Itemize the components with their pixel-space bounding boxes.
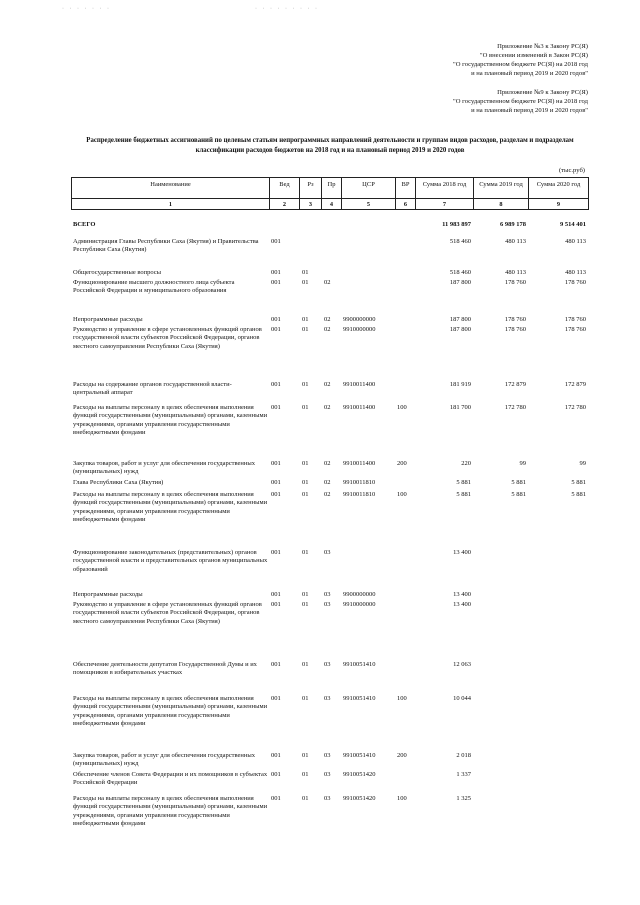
cell-ved: 001 bbox=[271, 661, 281, 668]
cell-ved: 001 bbox=[271, 591, 281, 598]
cell-name: Расходы на выплаты персоналу в целях обеспечения выполнения функций государственными (муниципальными) органами, казенными учреждениями, органами управления государственными внебюджетными фондами bbox=[73, 491, 268, 523]
cell-ved: 001 bbox=[271, 316, 281, 323]
cell-s19: 480 113 bbox=[505, 269, 526, 276]
column-number: 9 bbox=[529, 199, 589, 210]
cell-ved: 001 bbox=[271, 479, 281, 486]
cell-s19: 178 760 bbox=[504, 326, 526, 333]
header-line: и на плановый период 2019 и 2020 годов" bbox=[471, 107, 588, 114]
header-line: "О государственном бюджете РС(Я) на 2018 год bbox=[453, 98, 588, 105]
cell-csr: 9900000000 bbox=[343, 316, 376, 323]
cell-csr: 9910011810 bbox=[343, 479, 376, 486]
cell-s20: 172 780 bbox=[564, 404, 586, 411]
column-number: 6 bbox=[396, 199, 416, 210]
column-header-ved: Вед bbox=[270, 178, 300, 199]
cell-s20: 178 760 bbox=[564, 316, 586, 323]
cell-s20: 178 760 bbox=[564, 279, 586, 286]
cell-csr: 9910000000 bbox=[343, 601, 376, 608]
cell-s18: 187 800 bbox=[449, 326, 471, 333]
cell-rz: 01 bbox=[302, 549, 309, 556]
cell-pr: 02 bbox=[324, 381, 331, 388]
cell-s18: 5 881 bbox=[456, 479, 471, 486]
cell-rz: 01 bbox=[302, 460, 309, 467]
column-header-csr: ЦСР bbox=[342, 178, 396, 199]
cell-ved: 001 bbox=[271, 404, 281, 411]
cell-name: Расходы на выплаты персоналу в целях обеспечения выполнения функций государственными (муниципальными) органами, казенными учреждениями, органами управления государственными внебюджетными фондами bbox=[73, 795, 268, 827]
cell-vr: 100 bbox=[397, 491, 407, 498]
cell-rz: 01 bbox=[302, 381, 309, 388]
cell-s18: 12 063 bbox=[453, 661, 471, 668]
cell-csr: 9900000000 bbox=[343, 591, 376, 598]
cell-name: Непрограммные расходы bbox=[73, 316, 143, 323]
cell-s19: 99 bbox=[519, 460, 526, 467]
appendix-9-header bbox=[453, 88, 588, 115]
cell-s18: 13 400 bbox=[453, 591, 471, 598]
scan-artifact: · · · · · · · · · bbox=[255, 6, 319, 12]
cell-pr: 02 bbox=[324, 326, 331, 333]
cell-ved: 001 bbox=[271, 460, 281, 467]
cell-rz: 01 bbox=[302, 795, 309, 802]
cell-rz: 01 bbox=[302, 491, 309, 498]
cell-csr: 9910051410 bbox=[343, 752, 376, 759]
cell-s18: 181 919 bbox=[449, 381, 471, 388]
cell-csr: 9910011400 bbox=[343, 381, 376, 388]
cell-name: Непрограммные расходы bbox=[73, 591, 143, 598]
cell-ved: 001 bbox=[271, 695, 281, 702]
cell-name: Обеспечение деятельности депутатов Государственной Думы и их помощников в избирательных участках bbox=[73, 661, 257, 677]
cell-s19: 6 989 178 bbox=[500, 221, 526, 228]
cell-pr: 02 bbox=[324, 316, 331, 323]
cell-pr: 02 bbox=[324, 460, 331, 467]
cell-vr: 100 bbox=[397, 795, 407, 802]
cell-name: Обеспечение членов Совета Федерации и их помощников в субъектах Российской Федерации bbox=[73, 771, 268, 787]
cell-csr: 9910011400 bbox=[343, 404, 376, 411]
cell-pr: 02 bbox=[324, 479, 331, 486]
cell-ved: 001 bbox=[271, 549, 281, 556]
cell-rz: 01 bbox=[302, 269, 309, 276]
column-number: 8 bbox=[474, 199, 529, 210]
cell-rz: 01 bbox=[302, 661, 309, 668]
cell-name: Функционирование законодательных (представительных) органов государственной власти и представительных органов муниципальных образований bbox=[73, 549, 268, 573]
cell-vr: 100 bbox=[397, 695, 407, 702]
column-header-name: Наименование bbox=[72, 178, 270, 199]
cell-pr: 03 bbox=[324, 771, 331, 778]
cell-pr: 03 bbox=[324, 549, 331, 556]
cell-rz: 01 bbox=[302, 479, 309, 486]
header-line: Приложение №9 к Закону РС(Я) bbox=[497, 89, 588, 96]
cell-rz: 01 bbox=[302, 404, 309, 411]
cell-name: Общегосударственные вопросы bbox=[73, 269, 162, 276]
header-line: и на плановый период 2019 и 2020 годов" bbox=[471, 70, 588, 77]
column-number: 7 bbox=[416, 199, 474, 210]
cell-pr: 03 bbox=[324, 695, 331, 702]
cell-rz: 01 bbox=[302, 771, 309, 778]
cell-s19: 172 780 bbox=[504, 404, 526, 411]
cell-csr: 9910011810 bbox=[343, 491, 376, 498]
cell-vr: 100 bbox=[397, 404, 407, 411]
column-header-pr: Пр bbox=[322, 178, 342, 199]
cell-s18: 13 400 bbox=[453, 549, 471, 556]
cell-name: Руководство и управление в сфере установленных функций органов государственной власти субъектов Российской Федерации, органов местного самоуправления Республики Саха (Якутия) bbox=[73, 326, 262, 350]
units-label: (тыс.руб) bbox=[558, 167, 585, 174]
cell-rz: 01 bbox=[302, 326, 309, 333]
column-number: 3 bbox=[300, 199, 322, 210]
header-line: Приложение №3 к Закону РС(Я) bbox=[497, 43, 588, 50]
cell-s18: 187 800 bbox=[449, 279, 471, 286]
cell-name: Расходы на содержание органов государственной власти- центральный аппарат bbox=[73, 381, 232, 397]
column-header-sum-2020: Сумма 2020 год bbox=[529, 178, 589, 199]
cell-rz: 01 bbox=[302, 591, 309, 598]
cell-ved: 001 bbox=[271, 795, 281, 802]
cell-s18: 220 bbox=[461, 460, 471, 467]
cell-csr: 9910051420 bbox=[343, 771, 376, 778]
cell-s18: 10 044 bbox=[453, 695, 471, 702]
cell-rz: 01 bbox=[302, 601, 309, 608]
cell-pr: 03 bbox=[324, 661, 331, 668]
cell-name: Руководство и управление в сфере установленных функций органов государственной власти субъектов Российской Федерации, органов местного самоуправления Республики Саха (Якутия) bbox=[73, 601, 262, 625]
cell-ved: 001 bbox=[271, 238, 281, 245]
cell-ved: 001 bbox=[271, 381, 281, 388]
cell-s19: 480 113 bbox=[505, 238, 526, 245]
cell-vr: 200 bbox=[397, 460, 407, 467]
scan-artifact: · · · · · · · bbox=[62, 6, 111, 12]
cell-ved: 001 bbox=[271, 491, 281, 498]
cell-rz: 01 bbox=[302, 316, 309, 323]
cell-s20: 5 881 bbox=[571, 491, 586, 498]
cell-name: Глава Республики Саха (Якутия) bbox=[73, 479, 164, 486]
cell-ved: 001 bbox=[271, 771, 281, 778]
header-line: "О государственном бюджете РС(Я) на 2018 год bbox=[453, 61, 588, 68]
document-title: Распределение бюджетных ассигнований по целевым статьям непрограммных направлений деятельности и группам видов расходов, разделам и подразделам классификации расходов бюджетов на 2018 год и на плановый период 2019 и 2020 годов bbox=[86, 137, 574, 154]
cell-name: Закупка товаров, работ и услуг для обеспечения государственных (муниципальных) нужд bbox=[73, 460, 256, 476]
cell-ved: 001 bbox=[271, 752, 281, 759]
cell-s18: 5 881 bbox=[456, 491, 471, 498]
column-header-rz: Рз bbox=[300, 178, 322, 199]
cell-rz: 01 bbox=[302, 695, 309, 702]
cell-s20: 9 514 401 bbox=[560, 221, 586, 228]
cell-rz: 01 bbox=[302, 279, 309, 286]
cell-pr: 02 bbox=[324, 279, 331, 286]
cell-s20: 480 113 bbox=[565, 238, 586, 245]
cell-s18: 518 460 bbox=[449, 238, 471, 245]
cell-pr: 02 bbox=[324, 491, 331, 498]
column-number: 4 bbox=[322, 199, 342, 210]
column-header-sum-2018: Сумма 2018 год bbox=[416, 178, 474, 199]
cell-name: Закупка товаров, работ и услуг для обеспечения государственных (муниципальных) нужд bbox=[73, 752, 256, 768]
cell-pr: 02 bbox=[324, 404, 331, 411]
cell-s19: 5 881 bbox=[511, 491, 526, 498]
cell-s20: 480 113 bbox=[565, 269, 586, 276]
column-number: 1 bbox=[72, 199, 270, 210]
cell-s19: 172 879 bbox=[504, 381, 526, 388]
cell-csr: 9910011400 bbox=[343, 460, 376, 467]
column-header-sum-2019: Сумма 2019 год bbox=[474, 178, 529, 199]
column-number: 2 bbox=[270, 199, 300, 210]
cell-s19: 5 881 bbox=[511, 479, 526, 486]
cell-ved: 001 bbox=[271, 279, 281, 286]
cell-s18: 518 460 bbox=[449, 269, 471, 276]
cell-csr: 9910051410 bbox=[343, 695, 376, 702]
cell-s20: 178 760 bbox=[564, 326, 586, 333]
budget-table-header bbox=[71, 177, 589, 210]
cell-s18: 1 337 bbox=[456, 771, 471, 778]
cell-s19: 178 760 bbox=[504, 316, 526, 323]
cell-s18: 13 400 bbox=[453, 601, 471, 608]
cell-s18: 187 800 bbox=[449, 316, 471, 323]
column-number: 5 bbox=[342, 199, 396, 210]
cell-s18: 181 700 bbox=[449, 404, 471, 411]
cell-name: ВСЕГО bbox=[73, 221, 96, 228]
cell-csr: 9910051410 bbox=[343, 661, 376, 668]
cell-ved: 001 bbox=[271, 269, 281, 276]
cell-name: Функционирование высшего должностного лица субъекта Российской Федерации и муниципального образования bbox=[73, 279, 235, 295]
cell-name: Расходы на выплаты персоналу в целях обеспечения выполнения функций государственными (муниципальными) органами, казенными учреждениями, органами управления государственными внебюджетными фондами bbox=[73, 404, 268, 436]
cell-s20: 5 881 bbox=[571, 479, 586, 486]
cell-pr: 03 bbox=[324, 795, 331, 802]
cell-s20: 99 bbox=[579, 460, 586, 467]
cell-pr: 03 bbox=[324, 752, 331, 759]
cell-pr: 03 bbox=[324, 601, 331, 608]
cell-name: Расходы на выплаты персоналу в целях обеспечения выполнения функций государственными (муниципальными) органами, казенными учреждениями, органами управления государственными внебюджетными фондами bbox=[73, 695, 268, 727]
cell-pr: 03 bbox=[324, 591, 331, 598]
cell-vr: 200 bbox=[397, 752, 407, 759]
cell-s18: 11 983 897 bbox=[442, 221, 471, 228]
cell-s20: 172 879 bbox=[564, 381, 586, 388]
cell-s18: 1 325 bbox=[456, 795, 471, 802]
header-line: "О внесении изменений в Закон РС(Я) bbox=[479, 52, 588, 59]
appendix-3-header bbox=[453, 42, 588, 78]
cell-csr: 9910000000 bbox=[343, 326, 376, 333]
cell-ved: 001 bbox=[271, 601, 281, 608]
column-header-vr: ВР bbox=[396, 178, 416, 199]
cell-rz: 01 bbox=[302, 752, 309, 759]
cell-s18: 2 018 bbox=[456, 752, 471, 759]
cell-ved: 001 bbox=[271, 326, 281, 333]
cell-csr: 9910051420 bbox=[343, 795, 376, 802]
cell-s19: 178 760 bbox=[504, 279, 526, 286]
cell-name: Администрация Главы Республики Саха (Якутия) и Правительства Республики Саха (Якутия) bbox=[73, 238, 259, 254]
